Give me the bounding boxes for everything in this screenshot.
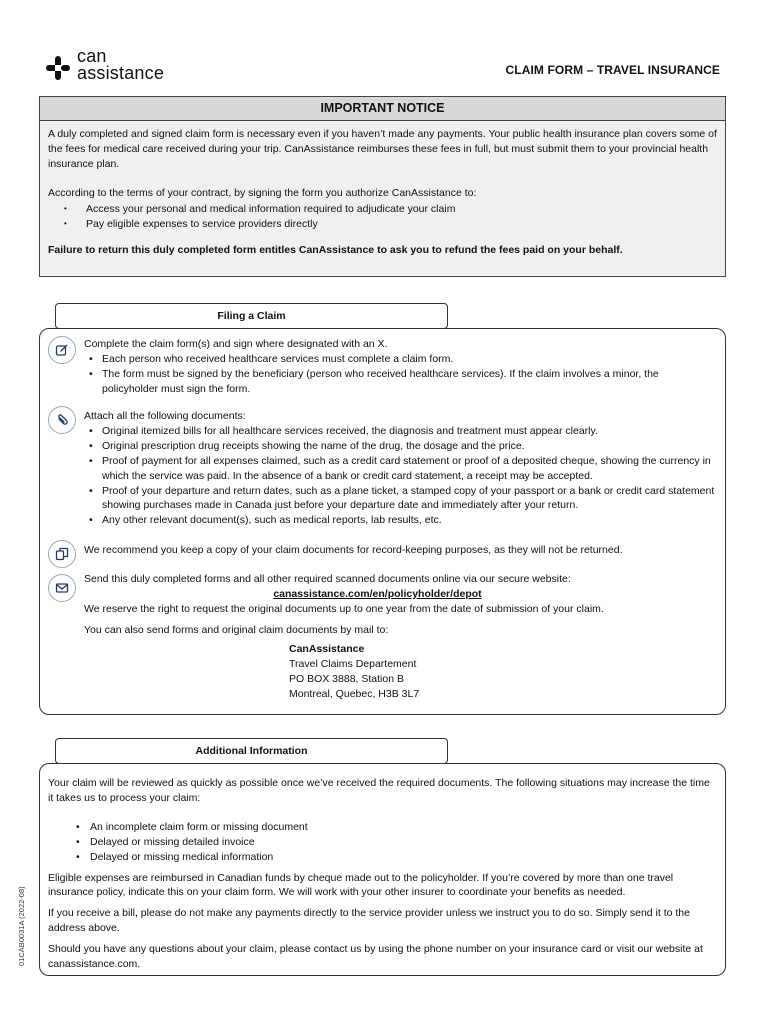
step-keep-copy: We recommend you keep a copy of your claim documents for record-keeping purposes, as they will not be returned.: [84, 544, 623, 556]
refund-warning: Failure to return this duly completed form entitles CanAssistance to ask you to refund the fees paid on your behalf.: [48, 244, 623, 257]
logo-plus-icon: [44, 54, 72, 82]
additional-info-tab: Additional Information: [55, 738, 448, 764]
list-item: • Original prescription drug receipts showing the name of the drug, the dosage and the price.: [84, 439, 715, 454]
delay-reasons-list: [48, 812, 717, 865]
list-item: • Original itemized bills for all healthcare services received, the diagnosis and treatment must appear clearly.: [84, 424, 715, 439]
notice-paragraph: A duly completed and signed claim form is necessary even if you haven’t made any payments. Your public health insurance plan covers some of the fees for medical care received during your trip. CanAssistance reimburses these fees in full, but must submit them to your provincial health insurance plan.: [48, 128, 717, 170]
list-item: • Proof of your departure and return dates, such as a plane ticket, a stamped copy of your passport or a bank or credit card statement showing purchases made in Canada just before your departure date and immediately after your return.: [84, 484, 715, 514]
list-item: • Any other relevant document(s), such as medical reports, lab results, etc.: [84, 513, 715, 528]
paperclip-icon: [48, 406, 76, 434]
step-attach-documents: [84, 409, 715, 528]
logo-word-can: can: [77, 46, 107, 66]
step-intro: Attach all the following documents:: [84, 410, 246, 422]
list-item: • The form must be signed by the beneficiary (person who received healthcare services). If the claim involves a minor, the policyholder must sign the form.: [84, 367, 715, 397]
edit-icon: [48, 336, 76, 364]
additional-info-box: [39, 763, 726, 976]
depot-link[interactable]: canassistance.com/en/policyholder/depot: [273, 587, 482, 600]
list-item: • Pay eligible expenses to service providers directly: [48, 217, 717, 232]
form-code: 01CAB0031A (2022-08): [17, 886, 26, 966]
filing-claim-tab: Filing a Claim: [55, 303, 448, 329]
step-send-documents: [84, 572, 715, 638]
list-item: • Access your personal and medical information required to adjudicate your claim: [48, 202, 717, 217]
list-item: • Each person who received healthcare services must complete a claim form.: [84, 352, 715, 367]
list-item: • Proof of payment for all expenses claimed, such as a credit card statement or proof of a deposited cheque, showing the currency in which the service was paid. In the absence of a bank or credit card statement, a receipt may be accepted.: [84, 454, 715, 484]
notice-authorization-intro: According to the terms of your contract, by signing the form you authorize CanAssistance to:: [48, 186, 477, 199]
send-online-text: Send this duly completed forms and all other required scanned documents online via our secure website:: [84, 573, 571, 585]
copy-icon: [48, 540, 76, 568]
reimbursement-paragraph: Eligible expenses are reimbursed in Canadian funds by cheque made out to the policyholder. If you’re covered by more than one travel insurance policy, indicate this on your claim form. We will work with your other insurer to coordinate your benefits as needed.: [48, 871, 674, 899]
address-line: PO BOX 3888, Station B: [289, 672, 404, 685]
filing-claim-box: [39, 328, 726, 715]
bill-paragraph: If you receive a bill, please do not make any payments directly to the service provider unless we instruct you to do so. Simply send it to the address above.: [48, 907, 690, 935]
company-logo: [44, 46, 194, 86]
contact-paragraph: Should you have any questions about your claim, please contact us by using the phone number on your insurance card or visit our website at canassistance.com.: [48, 943, 703, 971]
address-name: CanAssistance: [289, 643, 365, 655]
mail-intro-text: You can also send forms and original claim documents by mail to:: [84, 623, 389, 636]
reserve-right-text: We reserve the right to request the original documents up to one year from the date of submission of your claim.: [84, 602, 604, 615]
step-intro: Complete the claim form(s) and sign where designated with an X.: [84, 338, 388, 350]
address-line: Travel Claims Departement: [289, 657, 417, 670]
form-title: CLAIM FORM – TRAVEL INSURANCE: [505, 63, 720, 77]
review-paragraph: Your claim will be reviewed as quickly as possible once we’ve received the required documents. The following situations may increase the time it takes us to process your claim:: [48, 777, 710, 804]
authorization-list: [48, 202, 717, 232]
notice-heading: IMPORTANT NOTICE: [40, 97, 725, 121]
list-item: • Delayed or missing medical information: [48, 850, 717, 865]
list-item: • An incomplete claim form or missing document: [48, 820, 717, 835]
mailing-address: [289, 642, 419, 702]
notice-body: [40, 121, 725, 258]
address-line: Montreal, Quebec, H3B 3L7: [289, 687, 420, 700]
step-complete-form: [84, 337, 715, 397]
important-notice-box: [39, 96, 726, 277]
logo-word-assistance: assistance: [77, 63, 165, 83]
list-item: • Delayed or missing detailed invoice: [48, 835, 717, 850]
